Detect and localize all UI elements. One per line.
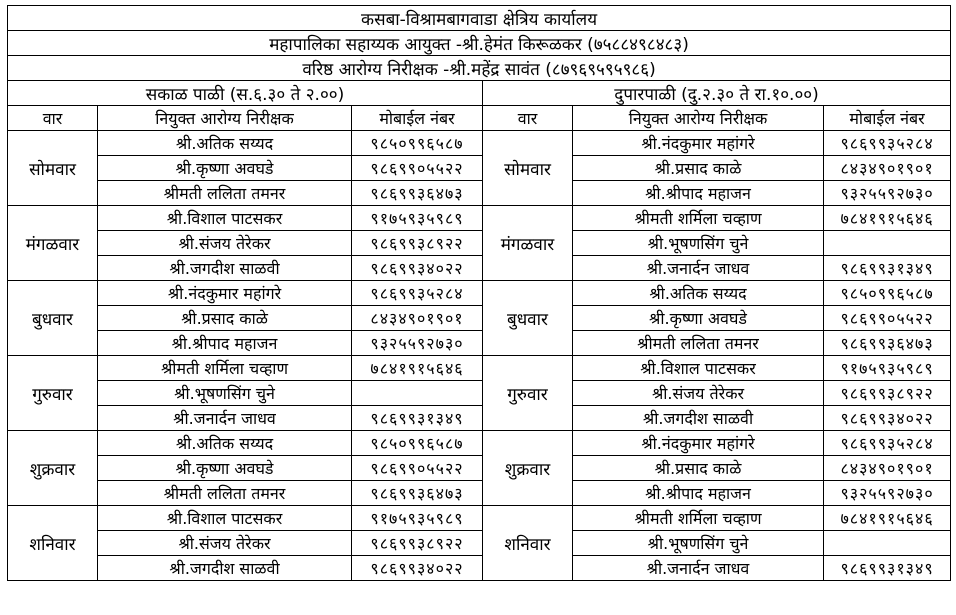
afternoon-mobile-cell: ९८६९९३१३४९ <box>824 556 951 581</box>
morning-inspector-cell: श्री.अतिक सय्यद <box>98 131 352 156</box>
afternoon-day-cell: मंगळवार <box>483 206 573 281</box>
afternoon-inspector-cell: श्रीमती ललिता तमनर <box>573 331 824 356</box>
morning-mobile-cell: ९८६९९३४०२२ <box>352 256 483 281</box>
afternoon-shift-heading: दुपारपाळी (दु.२.३० ते रा.१०.००) <box>483 81 951 106</box>
morning-inspector-cell: श्री.जगदीश साळवी <box>98 556 352 581</box>
morning-mobile-cell: ९८५०९९६५८७ <box>352 431 483 456</box>
morning-mobile-cell: ९८६९९३६४७३ <box>352 181 483 206</box>
afternoon-mobile-cell: ९८६९९३५२८४ <box>824 131 951 156</box>
afternoon-inspector-cell: श्री.अतिक सय्यद <box>573 281 824 306</box>
afternoon-mobile-cell: ९८६९९०५५२२ <box>824 306 951 331</box>
morning-mobile-cell <box>352 381 483 406</box>
afternoon-mobile-cell <box>824 531 951 556</box>
morning-mobile-cell: ९८६९९३१३४९ <box>352 406 483 431</box>
morning-day-cell: मंगळवार <box>8 206 98 281</box>
afternoon-inspector-cell: श्री.नंदकुमार महांगरे <box>573 131 824 156</box>
morning-day-cell: शनिवार <box>8 506 98 581</box>
morning-mobile-cell: ९३२५५९२७३० <box>352 331 483 356</box>
afternoon-mobile-cell <box>824 231 951 256</box>
afternoon-mobile-cell: ९३२५५९२७३० <box>824 481 951 506</box>
afternoon-inspector-cell: श्री.भूषणसिंग चुने <box>573 231 824 256</box>
column-mobile: मोबाईल नंबर <box>352 106 483 131</box>
afternoon-inspector-cell: श्री.नंदकुमार महांगरे <box>573 431 824 456</box>
morning-inspector-cell: श्री.जनार्दन जाधव <box>98 406 352 431</box>
morning-mobile-cell: ९८६९९३८९२२ <box>352 531 483 556</box>
column-day: वार <box>483 106 573 131</box>
table-row <box>8 406 951 431</box>
table-row <box>8 231 951 256</box>
morning-inspector-cell: श्री.श्रीपाद महाजन <box>98 331 352 356</box>
morning-mobile-cell: ९८५०९९६५८७ <box>352 131 483 156</box>
assistant-commissioner: महापालिका सहाय्यक आयुक्त -श्री.हेमंत किरूळकर (७५८८४९८४८३) <box>8 31 951 56</box>
morning-inspector-cell: श्री.विशाल पाटसकर <box>98 506 352 531</box>
column-inspector: नियुक्त आरोग्य निरीक्षक <box>98 106 352 131</box>
table-row <box>8 331 951 356</box>
morning-day-cell: सोमवार <box>8 131 98 206</box>
morning-inspector-cell: श्रीमती शर्मिला चव्हाण <box>98 356 352 381</box>
column-mobile: मोबाईल नंबर <box>824 106 951 131</box>
table-row <box>8 481 951 506</box>
afternoon-inspector-cell: श्री.संजय तेरेकर <box>573 381 824 406</box>
afternoon-day-cell: बुधवार <box>483 281 573 356</box>
table-row <box>8 431 951 456</box>
afternoon-mobile-cell: ९८६९९३१३४९ <box>824 256 951 281</box>
afternoon-mobile-cell: ९८६९९३४०२२ <box>824 406 951 431</box>
morning-mobile-cell: ९८६९९०५५२२ <box>352 456 483 481</box>
table-row <box>8 556 951 581</box>
morning-inspector-cell: श्री.जगदीश साळवी <box>98 256 352 281</box>
table-row <box>8 356 951 381</box>
afternoon-mobile-cell: ९८६९९३८९२२ <box>824 381 951 406</box>
afternoon-inspector-cell: श्री.भूषणसिंग चुने <box>573 531 824 556</box>
table-row <box>8 381 951 406</box>
morning-day-cell: शुक्रवार <box>8 431 98 506</box>
afternoon-inspector-cell: श्री.विशाल पाटसकर <box>573 356 824 381</box>
table-row <box>8 531 951 556</box>
afternoon-mobile-cell: ७८४१९१५६४६ <box>824 506 951 531</box>
afternoon-mobile-cell: ९८६९९३६४७३ <box>824 331 951 356</box>
afternoon-inspector-cell: श्री.जनार्दन जाधव <box>573 556 824 581</box>
morning-mobile-cell: ७८४१९१५६४६ <box>352 356 483 381</box>
afternoon-mobile-cell: ९१७५९३५९८९ <box>824 356 951 381</box>
afternoon-mobile-cell: ९८६९९३५२८४ <box>824 431 951 456</box>
morning-inspector-cell: श्री.नंदकुमार महांगरे <box>98 281 352 306</box>
morning-inspector-cell: श्रीमती ललिता तमनर <box>98 181 352 206</box>
afternoon-inspector-cell: श्री.जनार्दन जाधव <box>573 256 824 281</box>
table-row <box>8 131 951 156</box>
afternoon-inspector-cell: श्रीमती शर्मिला चव्हाण <box>573 206 824 231</box>
morning-inspector-cell: श्री.कृष्णा अवघडे <box>98 156 352 181</box>
table-row <box>8 281 951 306</box>
morning-mobile-cell: ९१७५९३५९८९ <box>352 206 483 231</box>
morning-day-cell: गुरुवार <box>8 356 98 431</box>
column-inspector: नियुक्त आरोग्य निरीक्षक <box>573 106 824 131</box>
afternoon-day-cell: गुरुवार <box>483 356 573 431</box>
morning-inspector-cell: श्री.भूषणसिंग चुने <box>98 381 352 406</box>
morning-inspector-cell: श्री.कृष्णा अवघडे <box>98 456 352 481</box>
afternoon-mobile-cell: ९३२५५९२७३० <box>824 181 951 206</box>
morning-mobile-cell: ९८६९९३५२८४ <box>352 281 483 306</box>
office-title: कसबा-विश्रामबागवाडा क्षेत्रिय कार्यालय <box>8 6 951 31</box>
table-row <box>8 256 951 281</box>
morning-inspector-cell: श्री.संजय तेरेकर <box>98 231 352 256</box>
afternoon-inspector-cell: श्री.प्रसाद काळे <box>573 456 824 481</box>
afternoon-inspector-cell: श्रीमती शर्मिला चव्हाण <box>573 506 824 531</box>
afternoon-mobile-cell: ८४३४९०१९०१ <box>824 456 951 481</box>
morning-shift-heading: सकाळ पाळी (स.६.३० ते २.००) <box>8 81 483 106</box>
afternoon-inspector-cell: श्री.जगदीश साळवी <box>573 406 824 431</box>
afternoon-inspector-cell: श्री.प्रसाद काळे <box>573 156 824 181</box>
afternoon-day-cell: शुक्रवार <box>483 431 573 506</box>
morning-inspector-cell: श्री.अतिक सय्यद <box>98 431 352 456</box>
morning-mobile-cell: ९८६९९३४०२२ <box>352 556 483 581</box>
morning-inspector-cell: श्री.प्रसाद काळे <box>98 306 352 331</box>
afternoon-inspector-cell: श्री.श्रीपाद महाजन <box>573 181 824 206</box>
afternoon-mobile-cell: ८४३४९०१९०१ <box>824 156 951 181</box>
table-row <box>8 506 951 531</box>
morning-mobile-cell: ९८६९९३८९२२ <box>352 231 483 256</box>
afternoon-mobile-cell: ७८४१९१५६४६ <box>824 206 951 231</box>
senior-health-inspector: वरिष्ठ आरोग्य निरीक्षक -श्री.महेंद्र सावंत (८७९६९५९५९८६) <box>8 56 951 81</box>
column-day: वार <box>8 106 98 131</box>
afternoon-day-cell: शनिवार <box>483 506 573 581</box>
afternoon-day-cell: सोमवार <box>483 131 573 206</box>
morning-mobile-cell: ८४३४९०१९०१ <box>352 306 483 331</box>
morning-mobile-cell: ९१७५९३५९८९ <box>352 506 483 531</box>
table-row <box>8 181 951 206</box>
morning-inspector-cell: श्रीमती ललिता तमनर <box>98 481 352 506</box>
roster-body <box>8 131 951 581</box>
table-row <box>8 156 951 181</box>
morning-day-cell: बुधवार <box>8 281 98 356</box>
morning-mobile-cell: ९८६९९३६४७३ <box>352 481 483 506</box>
afternoon-mobile-cell: ९८५०९९६५८७ <box>824 281 951 306</box>
afternoon-inspector-cell: श्री.कृष्णा अवघडे <box>573 306 824 331</box>
afternoon-inspector-cell: श्री.श्रीपाद महाजन <box>573 481 824 506</box>
table-row <box>8 306 951 331</box>
table-row <box>8 456 951 481</box>
table-row <box>8 206 951 231</box>
roster-table <box>7 5 951 581</box>
morning-inspector-cell: श्री.संजय तेरेकर <box>98 531 352 556</box>
morning-inspector-cell: श्री.विशाल पाटसकर <box>98 206 352 231</box>
morning-mobile-cell: ९८६९९०५५२२ <box>352 156 483 181</box>
